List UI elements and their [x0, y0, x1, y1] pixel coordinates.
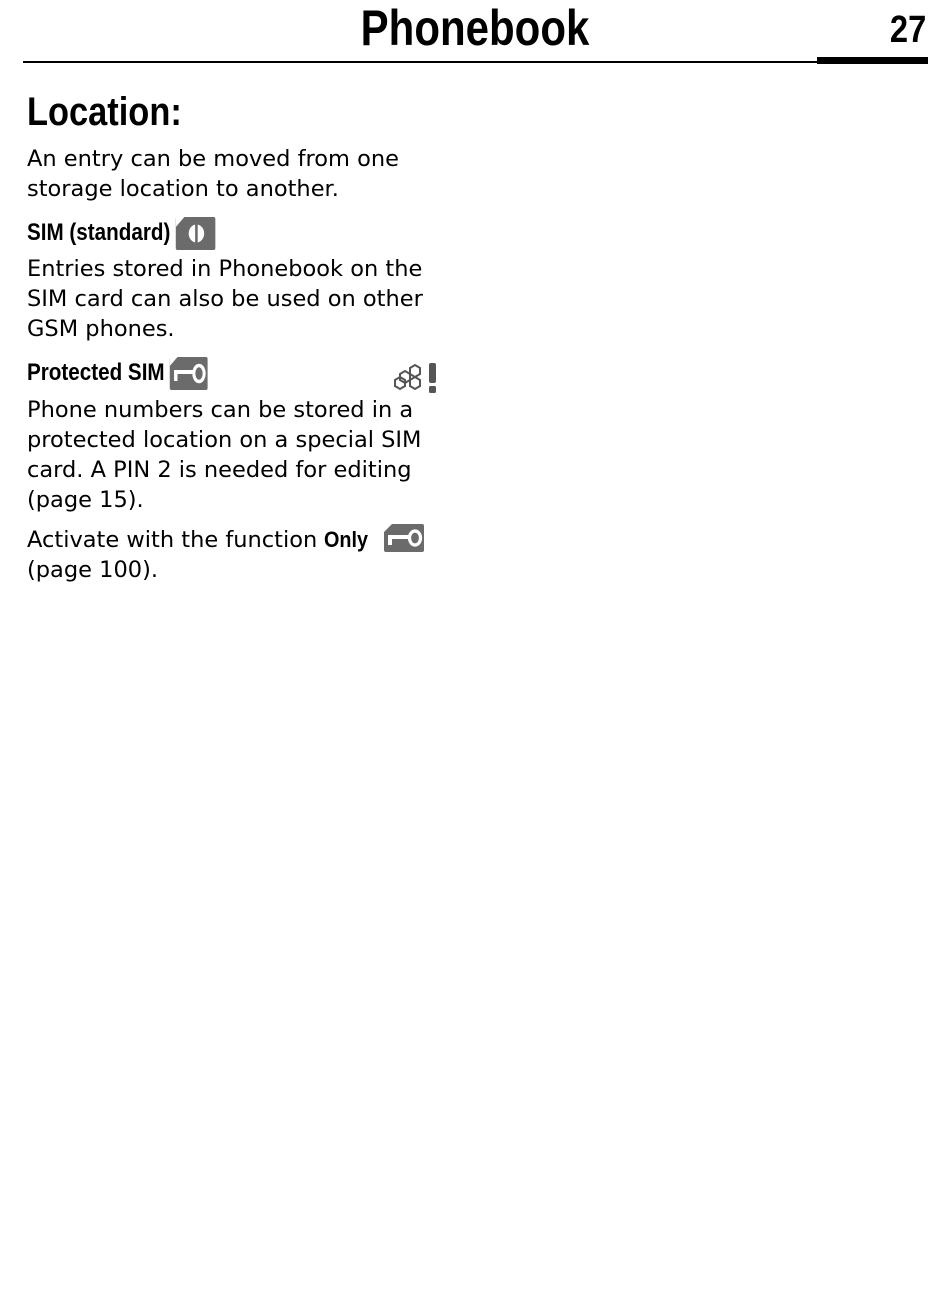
activate-paragraph	[27, 524, 467, 585]
protected-sim-heading	[27, 357, 208, 390]
header-rule	[23, 61, 928, 63]
sim-standard-label: SIM (standard)	[27, 218, 171, 246]
key-icon	[170, 357, 208, 390]
section-heading: Location:	[27, 90, 182, 134]
function-name: Only	[324, 527, 369, 552]
header-tab-marker	[817, 57, 928, 64]
intro-paragraph: An entry can be moved from one storage location to another.	[27, 146, 399, 202]
sim-standard-description: Entries stored in Phonebook on the SIM card can also be used on other GSM phones.	[27, 256, 423, 342]
page-title: Phonebook	[360, 0, 590, 56]
protected-sim-description: Phone numbers can be stored in a protected location on a special SIM card. A PIN 2 is needed for editing (page 15).	[27, 397, 422, 513]
sim-card-icon	[176, 217, 216, 250]
sim-standard-heading	[27, 217, 215, 250]
activate-suffix: (page 100).	[27, 557, 159, 583]
network-dependent-warning-icon	[392, 360, 440, 396]
activate-prefix: Activate with the function	[27, 527, 318, 553]
page-number: 27	[889, 9, 926, 51]
protected-sim-label: Protected SIM	[27, 358, 165, 386]
inline-key-icon	[384, 524, 424, 552]
